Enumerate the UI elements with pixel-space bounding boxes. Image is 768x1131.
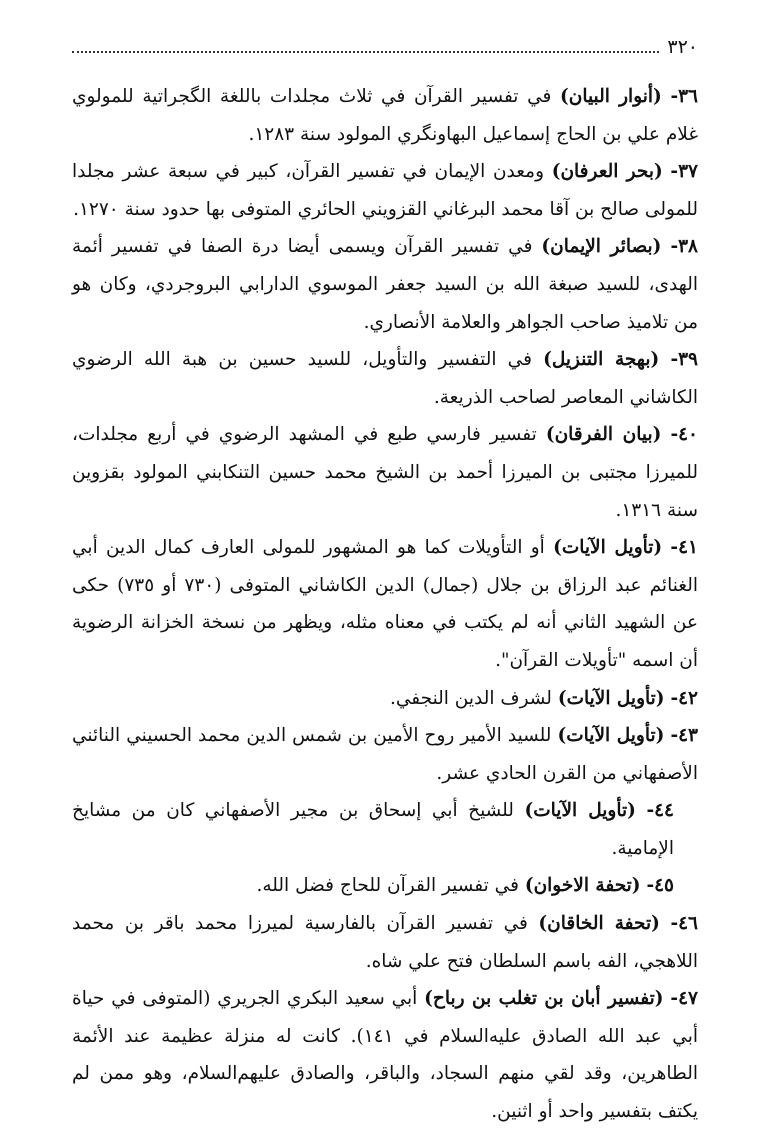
entry-47 bbox=[72, 980, 698, 1130]
entry-text: ومعدن الإيمان في تفسير القرآن، كبير في سبعة عشر مجلدا للمولى صالح بن آقا محمد البرغاني القزويني الحائري المتوفى بها حدود سنة ١٢٧٠. bbox=[72, 161, 698, 220]
entry-39 bbox=[72, 341, 698, 416]
entry-38 bbox=[72, 228, 698, 341]
entry-45 bbox=[72, 867, 698, 905]
entry-title: (تأويل الآيات) bbox=[553, 537, 663, 559]
entry-37 bbox=[72, 153, 698, 228]
page-number: ٣٢٠ bbox=[667, 36, 698, 58]
entry-text: تفسير فارسي طبع في المشهد الرضوي في أربع مجلدات، للميرزا مجتبى بن الميرزا أحمد بن الشيخ محمد حسين التنكابني المولود بقزوين سنة ١٣١٦. bbox=[72, 424, 698, 521]
entry-44 bbox=[72, 792, 698, 867]
entry-text: للشيخ أبي إسحاق بن مجير الأصفهاني كان من مشايخ الإمامية. bbox=[72, 800, 674, 859]
entry-text: لشرف الدين النجفي. bbox=[389, 687, 552, 709]
entry-text: في التفسير والتأويل، للسيد حسين بن هبة الله الرضوي الكاشاني المعاصر لصاحب الذريعة. bbox=[72, 349, 698, 408]
entry-number: ٤٣- bbox=[670, 725, 698, 747]
entry-text: في تفسير القرآن للحاج فضل الله. bbox=[256, 875, 519, 897]
entry-title: (تأويل الآيات) bbox=[557, 725, 665, 747]
entry-title: (أنوار البيان) bbox=[560, 86, 662, 107]
entry-36 bbox=[72, 78, 698, 153]
entry-number: ٤٠- bbox=[670, 424, 698, 446]
entry-text: في تفسير القرآن في ثلاث مجلدات باللغة الگجراتية للمولوي غلام علي بن الحاج إسماعيل البهاونگري المولود سنة ١٢٨٣. bbox=[72, 86, 698, 145]
entry-text: أبي سعيد البكري الجريري (المتوفى في حياة أبي عبد الله الصادق عليه‌السلام في ١٤١). كانت له منزلة عظيمة عند الأئمة الطاهرين، وقد لقي منهم السجاد، والباقر، والصادق عليهم‌السلام، وهو ممن لم يكتف بتفسير واحد أو اثنين. bbox=[72, 988, 698, 1123]
entry-list bbox=[72, 78, 698, 1131]
entry-title: (تحفة الخاقان) bbox=[538, 913, 660, 935]
entry-number: ٣٦- bbox=[670, 86, 698, 107]
entry-number: ٤٥- bbox=[646, 875, 674, 897]
entry-40 bbox=[72, 416, 698, 529]
entry-text: في تفسير القرآن بالفارسية لميرزا محمد باقر بن محمد اللاهجي، الفه باسم السلطان فتح علي شاه. bbox=[72, 913, 698, 972]
entry-42 bbox=[72, 680, 698, 718]
entry-text: أو التأويلات كما هو المشهور للمولى العارف كمال الدين أبي الغنائم عبد الرزاق بن جلال (جمال) الدين الكاشاني المتوفى (٧٣٠ أو ٧٣٥) حكى عن الشهيد الثاني أنه لم يكتب في معناه مثله، ويظهر من نسخة الخزانة الرضوية أن اسمه "تأويلات القرآن". bbox=[72, 537, 698, 671]
entry-number: ٣٨- bbox=[670, 236, 698, 258]
entry-41 bbox=[72, 529, 698, 679]
entry-number: ٣٩- bbox=[670, 349, 698, 371]
entry-title: (بصائر الإيمان) bbox=[541, 236, 662, 258]
entry-title: (تفسير أبان بن تغلب بن رباح) bbox=[424, 988, 664, 1010]
entry-title: (تأويل الآيات) bbox=[524, 800, 636, 822]
entry-number: ٤٤- bbox=[646, 800, 674, 822]
entry-title: (بحر العرفان) bbox=[551, 161, 663, 183]
entry-text: للسيد الأمير روح الأمين بن شمس الدين محمد الحسيني النائني الأصفهاني من القرن الحادي عشر. bbox=[72, 725, 698, 784]
entry-title: (بهجة التنزيل) bbox=[543, 349, 660, 371]
entry-title: (تأويل الآيات) bbox=[557, 687, 665, 709]
entry-number: ٣٧- bbox=[670, 161, 698, 183]
entry-title: (بيان الفرقان) bbox=[545, 424, 662, 446]
entry-number: ٤١- bbox=[670, 537, 698, 559]
page-header bbox=[72, 28, 698, 58]
dotted-header-rule bbox=[72, 51, 659, 53]
entry-number: ٤٧- bbox=[670, 988, 698, 1010]
entry-number: ٤٦- bbox=[670, 913, 698, 935]
entry-46 bbox=[72, 905, 698, 980]
entry-43 bbox=[72, 717, 698, 792]
entry-text: في تفسير القرآن ويسمى أيضا درة الصفا في تفسير أئمة الهدى، للسيد صبغة الله بن السيد جعفر الموسوي الدارابي البروجردي، وكان هو من تلاميذ صاحب الجواهر والعلامة الأنصاري. bbox=[72, 236, 698, 333]
entry-title: (تحفة الاخوان) bbox=[524, 875, 641, 897]
entry-number: ٤٢- bbox=[670, 687, 698, 709]
